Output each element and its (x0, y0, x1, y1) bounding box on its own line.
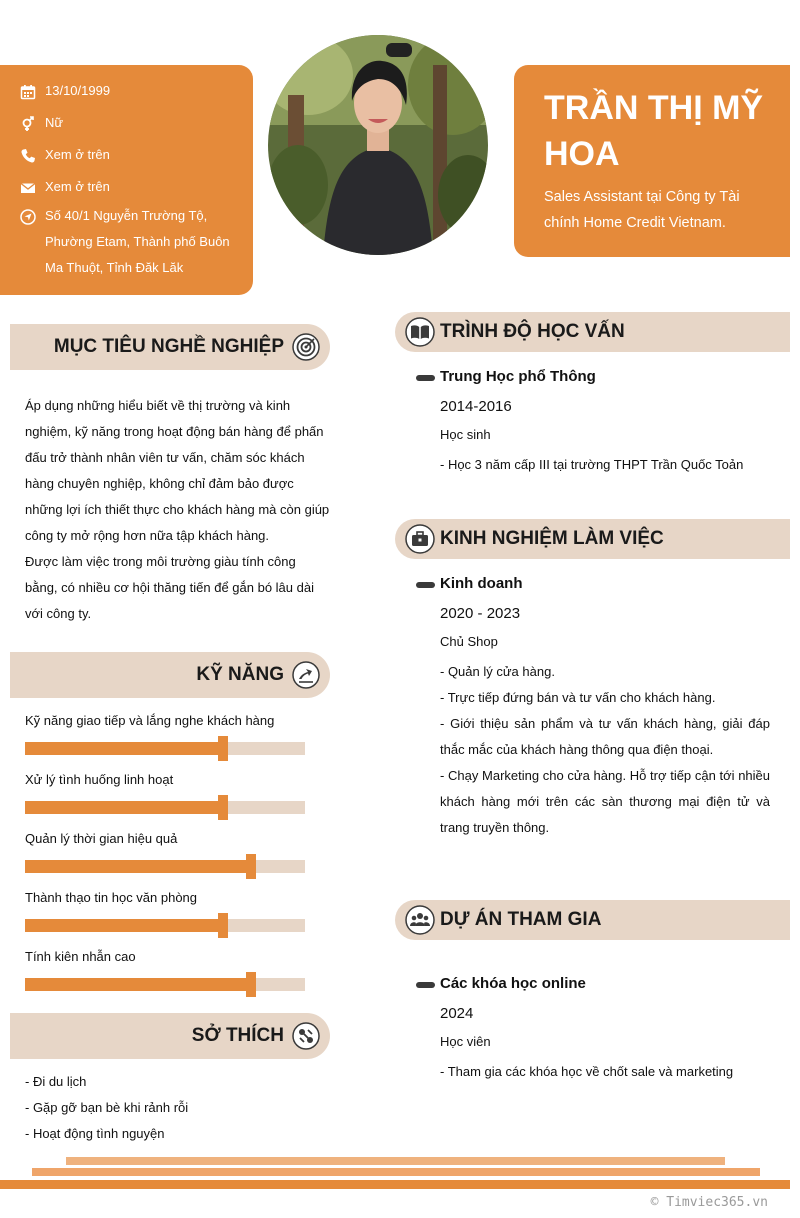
contact-address (20, 203, 240, 281)
skill-bar-fill (25, 978, 252, 991)
skill-bar-fill (25, 801, 224, 814)
profile-photo (268, 35, 488, 255)
skill-name: Quản lý thời gian hiệu quả (25, 831, 178, 846)
hobby-item: - Gặp gỡ bạn bè khi rảnh rỗi (25, 1100, 189, 1115)
book-icon (405, 317, 435, 347)
skill-name: Tính kiên nhẫn cao (25, 949, 136, 964)
skill-bar (25, 919, 305, 932)
experience-desc-line: - Quản lý cửa hàng. (440, 664, 555, 679)
skill-name: Thành thạo tin học văn phòng (25, 890, 198, 905)
phone-text: Xem ở trên (45, 147, 110, 162)
hobbies-heading: SỞ THÍCH (191, 1025, 284, 1046)
entry-dash (416, 375, 435, 381)
projects-heading: DỰ ÁN THAM GIA (440, 909, 602, 930)
birthday-text: 13/10/1999 (45, 83, 111, 98)
hobby-item: - Hoạt động tình nguyện (25, 1126, 165, 1141)
skill-bar-marker (246, 972, 256, 997)
name-box (514, 65, 790, 257)
skill-bar (25, 860, 305, 873)
experience-years: 2020 - 2023 (440, 605, 521, 622)
hobby-item: - Đi du lịch (25, 1074, 87, 1089)
phone-icon (20, 148, 36, 164)
footer-stripe (32, 1168, 760, 1176)
gender-icon (20, 116, 36, 132)
experience-heading: KINH NGHIỆM LÀM VIỆC (440, 528, 664, 549)
project-role: Học viên (440, 1034, 491, 1049)
people-icon (405, 905, 435, 935)
skill-bar-marker (246, 854, 256, 879)
education-header (395, 312, 790, 352)
contact-gender (20, 110, 240, 136)
experience-desc-line: - Trực tiếp đứng bán và tư vấn cho khách hàng. (440, 690, 716, 705)
email-text: Xem ở trên (45, 179, 110, 194)
skill-bar (25, 978, 305, 991)
objective-header (10, 324, 330, 370)
skills-icon (292, 661, 320, 689)
skill-name: Kỹ năng giao tiếp và lắng nghe khách hàng (25, 713, 275, 728)
skill-bar-fill (25, 860, 252, 873)
skill-bar (25, 801, 305, 814)
contact-email (20, 174, 240, 200)
education-school: Trung Học phổ Thông (440, 368, 596, 385)
footer-stripe (0, 1180, 790, 1189)
skills-heading: KỸ NĂNG (196, 664, 284, 685)
briefcase-icon (405, 524, 435, 554)
skill-bar-marker (218, 913, 228, 938)
entry-dash (416, 982, 435, 988)
candidate-title: Sales Assistant tại Công ty Tài chính Home Credit Vietnam. (544, 189, 740, 231)
skill-bar (25, 742, 305, 755)
hobbies-header (10, 1013, 330, 1059)
experience-title: Kinh doanh (440, 575, 523, 592)
skill-name: Xử lý tình huống linh hoạt (25, 772, 174, 787)
mail-icon (20, 180, 36, 196)
projects-header (395, 900, 790, 940)
entry-dash (416, 582, 435, 588)
target-icon (292, 333, 320, 361)
skills-header (10, 652, 330, 698)
project-desc: - Tham gia các khóa học về chốt sale và marketing (440, 1064, 734, 1079)
skill-bar-fill (25, 742, 224, 755)
candidate-name: TRẦN THỊ MỸ HOA (544, 89, 764, 173)
objective-paragraph-1: Áp dụng những hiểu biết về thị trường và kinh nghiệm, kỹ năng trong hoạt động bán hàng để phấn đấu trở thành nhân viên tư vấn, chăm sóc khách hàng chuyên nghiệp, không chỉ đảm bảo được những lợi ích thiết thực cho khách hàng mà còn giúp công ty mở rộng hơn nữa tập khách hàng. (25, 398, 330, 543)
contact-birthday (20, 78, 240, 104)
contact-box (0, 65, 253, 295)
experience-desc-line: - Giới thiệu sản phẩm và tư vấn khách hàng, giải đáp thắc mắc của khách hàng thông qua điện thoại. (440, 716, 770, 757)
gender-text: Nữ (45, 115, 64, 130)
footer-stripe (66, 1157, 725, 1165)
skill-bar-marker (218, 795, 228, 820)
calendar-icon (20, 84, 36, 100)
education-years: 2014-2016 (440, 398, 512, 415)
education-heading: TRÌNH ĐỘ HỌC VẤN (440, 321, 625, 342)
contact-phone (20, 142, 240, 168)
copyright-text: © Timviec365.vn (650, 1195, 768, 1210)
location-icon (20, 209, 36, 225)
objective-heading: MỤC TIÊU NGHỀ NGHIỆP (53, 336, 284, 357)
experience-desc-line: - Chạy Marketing cho cửa hàng. Hỗ trợ tiếp cận tới nhiều khách hàng mới trên các sàn thương mại điện tử và trang truyền thông. (440, 768, 770, 835)
experience-role: Chủ Shop (440, 634, 498, 649)
objective-text (25, 393, 330, 627)
address-text: Số 40/1 Nguyễn Trường Tộ, Phường Etam, Thành phố Buôn Ma Thuột, Tỉnh Đăk Lăk (45, 208, 230, 275)
project-year: 2024 (440, 1005, 474, 1022)
skill-bar-marker (218, 736, 228, 761)
education-desc: - Học 3 năm cấp III tại trường THPT Trần Quốc Toản (440, 457, 744, 472)
profile-photo-image (268, 35, 488, 255)
objective-paragraph-2: Được làm việc trong môi trường giàu tính công bằng, có nhiều cơ hội thăng tiến để gắn bó lâu dài với công ty. (25, 554, 314, 621)
experience-desc (440, 659, 770, 841)
hobbies-icon (292, 1022, 320, 1050)
education-role: Học sinh (440, 427, 491, 442)
project-title: Các khóa học online (440, 975, 586, 992)
experience-header (395, 519, 790, 559)
skill-bar-fill (25, 919, 224, 932)
